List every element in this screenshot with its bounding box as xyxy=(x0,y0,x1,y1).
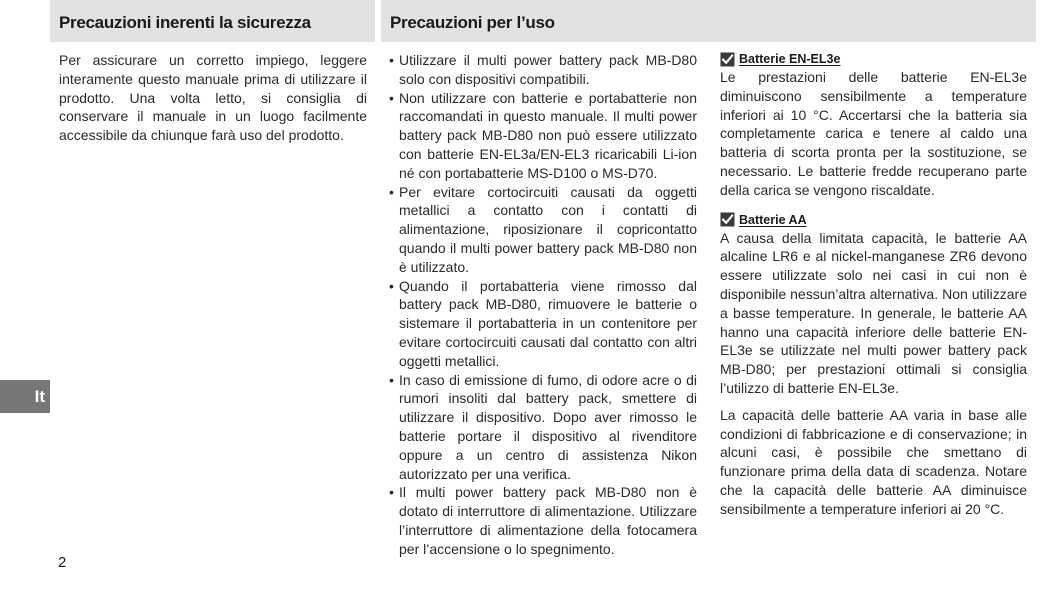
note-heading-en-el3e xyxy=(720,51,1027,67)
checkmark-icon xyxy=(720,212,735,227)
safety-section-title: Precauzioni inerenti la sicurezza xyxy=(59,13,311,32)
note-heading-label: Batterie AA xyxy=(739,212,807,227)
safety-section-header xyxy=(50,0,375,42)
page-number: 2 xyxy=(58,554,67,571)
note-heading-aa xyxy=(720,212,1027,228)
bullet-item: • Non utilizzare con batterie e portabatterie non raccomandati in questo manuale. Il multi power battery pack MB-D80 non può essere utilizzato con batterie EN-EL3a/EN-EL3 ricaricabili Li-ion né con portabatterie MS-D100 o MS-D70. xyxy=(389,89,697,183)
note-paragraph: La capacità delle batterie AA varia in base alle condizioni di fabbricazione e di conservazione; in alcuni casi, è possibile che smettano di funzionare prima della data di scadenza. Notare che la capacità delle batterie AA diminuisce sensibilmente a temperature inferiori ai 20 °C. xyxy=(720,406,1027,517)
usage-bullet-list xyxy=(389,51,697,559)
note-paragraph: Le prestazioni delle batterie EN-EL3e diminuiscono sensibilmente a temperature inferiori ai 10 °C. Accertarsi che la batteria sia completamente carica e tenere al caldo una batteria di scorta pronta per la sostituzione, se necessario. Le batterie fredde recuperano parte della carica se vengono riscaldate. xyxy=(720,69,1027,198)
language-tab xyxy=(0,380,50,413)
notes-column xyxy=(720,51,1027,519)
bullet-item: • Per evitare cortocircuiti causati da oggetti metallici a contatto con i contatti di alimentazione, riposizionare il copricontatto quando il multi power battery pack MB-D80 non è utilizzato. xyxy=(389,183,697,277)
bullet-item: • Utilizzare il multi power battery pack MB-D80 solo con dispositivi compatibili. xyxy=(389,51,697,89)
usage-section-header xyxy=(381,0,1036,42)
bullet-item: • In caso di emissione di fumo, di odore acre o di rumori insoliti dal battery pack, smettere di utilizzare il dispositivo. Dopo aver rimosso le batterie portare il dispositivo al rivenditore oppure a un centro di assistenza Nikon autorizzato per una verifica. xyxy=(389,371,697,484)
checkmark-icon xyxy=(720,52,735,67)
bullet-item: • Il multi power battery pack MB-D80 non è dotato di interruttore di alimentazione. Utilizzare l’interruttore di alimentazione della fotocamera per l’accensione o lo spegnimento. xyxy=(389,483,697,558)
note-heading-label: Batterie EN-EL3e xyxy=(739,52,841,66)
bullet-item: • Quando il portabatteria viene rimosso dal battery pack MB-D80, rimuovere le batterie o sistemare il portabatteria in un contenitore per evitare cortocircuiti causati dal contatto con altri oggetti metallici. xyxy=(389,277,697,371)
note-paragraph: A causa della limitata capacità, le batterie AA alcaline LR6 e al nickel-manganese ZR6 devono essere utilizzate solo nei casi in cui non è disponibile nessun’altra alternativa. Non utilizzare a basse temperature. In generale, le batterie AA hanno una capacità inferiore delle batterie EN-EL3e se utilizzate nel multi power battery pack MB-D80; per prestazioni ottimali si consiglia l’utilizzo di batterie EN-EL3e. xyxy=(720,229,1027,396)
language-tab-label: It xyxy=(34,386,45,406)
safety-column xyxy=(59,51,367,145)
usage-section-title: Precauzioni per l’uso xyxy=(390,13,555,32)
usage-bullets-column xyxy=(389,51,697,559)
safety-intro-paragraph: Per assicurare un corretto impiego, leggere interamente questo manuale prima di utilizzare il prodotto. Una volta letto, si consiglia di conservare il manuale in un luogo facilmente accessibile da chiunque farà uso del prodotto. xyxy=(59,52,367,144)
